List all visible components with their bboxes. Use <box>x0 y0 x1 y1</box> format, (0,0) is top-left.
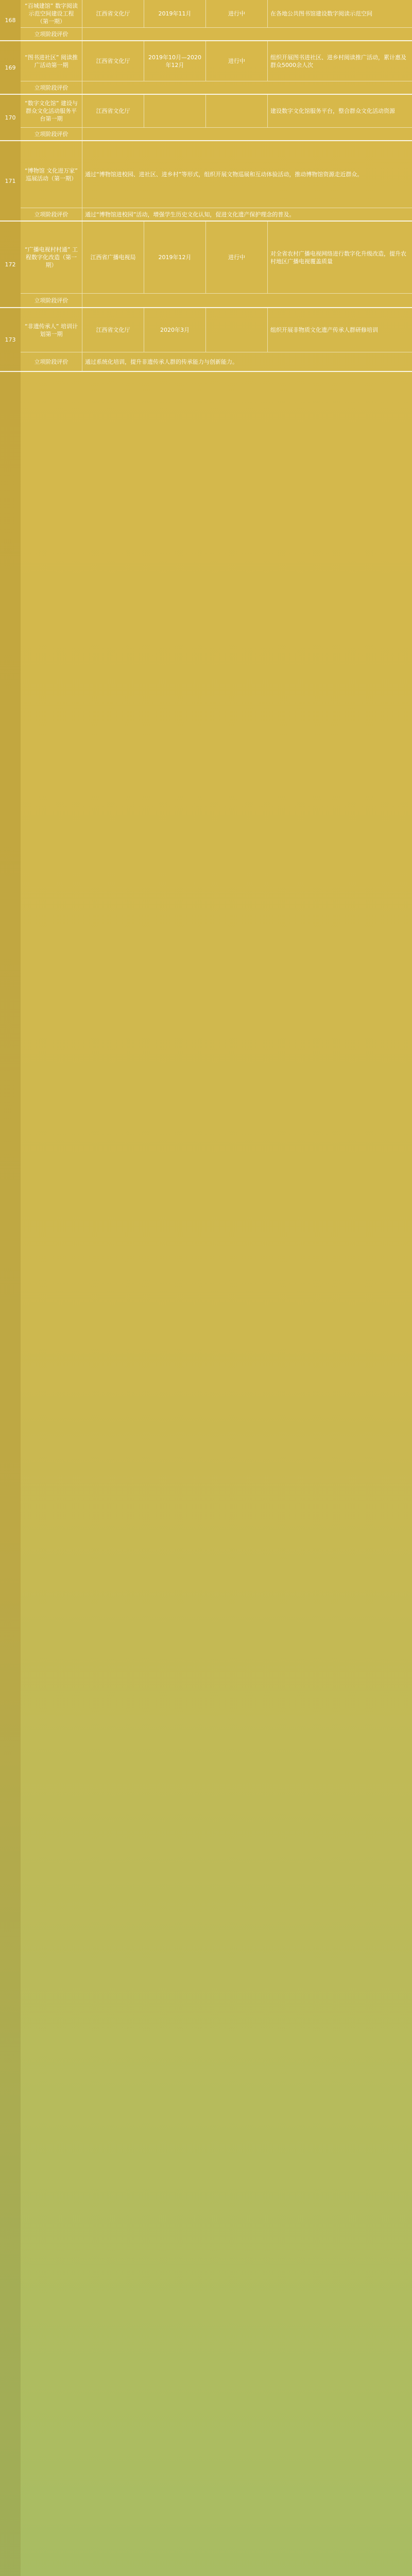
table-cell <box>82 81 412 94</box>
table-cell <box>82 28 412 40</box>
table-row <box>21 294 412 308</box>
row-number: 173 <box>0 308 21 372</box>
table-cell: 2019年12月 <box>144 222 206 293</box>
table-cell <box>206 308 268 352</box>
table-cell <box>82 294 412 307</box>
table-row <box>21 222 412 294</box>
table-cell: 进行中 <box>206 0 268 27</box>
table-cell: 2020年3月 <box>144 308 206 352</box>
table-row <box>21 41 412 81</box>
table-row <box>21 95 412 128</box>
table-cell <box>206 95 268 127</box>
row-number: 171 <box>0 141 21 222</box>
table-cell <box>82 128 412 140</box>
table-cell: 建设数字文化馆服务平台，整合群众文化活动资源 <box>270 108 395 114</box>
table-cell: 江西省文化厅 <box>82 308 144 352</box>
table-row <box>21 128 412 141</box>
table-cell: 通过“博物馆进校园”活动，增强学生历史文化认知，促进文化遗产保护理念的普及。 <box>85 211 295 218</box>
table-cell: 立项阶段评价 <box>21 81 82 94</box>
table-cell: 立项阶段评价 <box>21 128 82 140</box>
table-cell: 立项阶段评价 <box>21 294 82 307</box>
table-cell: 组织开展图书进社区、进乡村阅读推广活动，累计惠及群众5000余人次 <box>270 54 406 69</box>
row-number: 170 <box>0 95 21 141</box>
table-cell: 进行中 <box>206 41 268 81</box>
table-cell: 江西省文化厅 <box>82 41 144 81</box>
table-row <box>21 28 412 41</box>
table-cell: 组织开展非物质文化遗产传承人群研修培训 <box>270 327 378 333</box>
row-number: 169 <box>0 41 21 95</box>
table-row <box>21 208 412 222</box>
table-cell: 立项阶段评价 <box>21 208 82 221</box>
table-cell: 江西省文化厅 <box>82 95 144 127</box>
table-row <box>21 81 412 95</box>
table-cell: “数字文化馆” 建设与群众文化活动服务平台第一期 <box>21 95 82 127</box>
table-row <box>21 0 412 28</box>
table-cell <box>144 95 206 127</box>
table-cell: 江西省广播电视局 <box>82 222 144 293</box>
table-cell: 对全省农村广播电视网络进行数字化升级改造，提升农村地区广播电视覆盖质量 <box>270 250 406 265</box>
table-cell: “博物馆 文化进万家” 巡展活动（第一期） <box>21 141 82 208</box>
table-cell: 在各地公共图书馆建设数字阅读示范空间 <box>270 10 372 17</box>
table-cell: 通过“博物馆进校园、进社区、进乡村”等形式，组织开展文物巡展和互动体验活动，推动博物馆资源走近群众。 <box>85 171 363 178</box>
table-cell: 进行中 <box>206 222 268 293</box>
table-row <box>21 141 412 208</box>
table-row <box>21 352 412 372</box>
table-cell: 立项阶段评价 <box>21 28 82 40</box>
table-cell: 2019年11月 <box>144 0 206 27</box>
table-row <box>21 308 412 352</box>
table-cell: 江西省文化厅 <box>82 0 144 27</box>
table-cell: 立项阶段评价 <box>21 352 82 371</box>
table-cell: 通过系统化培训，提升非遗传承人群的传承能力与创新能力。 <box>85 358 238 365</box>
row-number: 172 <box>0 222 21 308</box>
table-cell: “图书进社区” 阅读推广活动第一期 <box>21 41 82 81</box>
row-number: 168 <box>0 0 21 41</box>
row-number-column <box>0 0 21 2576</box>
table-cell: “百城建馆” 数字阅读示范空间建设工程（第一期） <box>21 0 82 27</box>
table-cell: “广播电视村村通” 工程数字化改造（第一期） <box>21 222 82 293</box>
table-cell: 2019年10月—2020年12月 <box>144 41 206 81</box>
table-cell: “非遗传承人” 培训计划第一期 <box>21 308 82 352</box>
